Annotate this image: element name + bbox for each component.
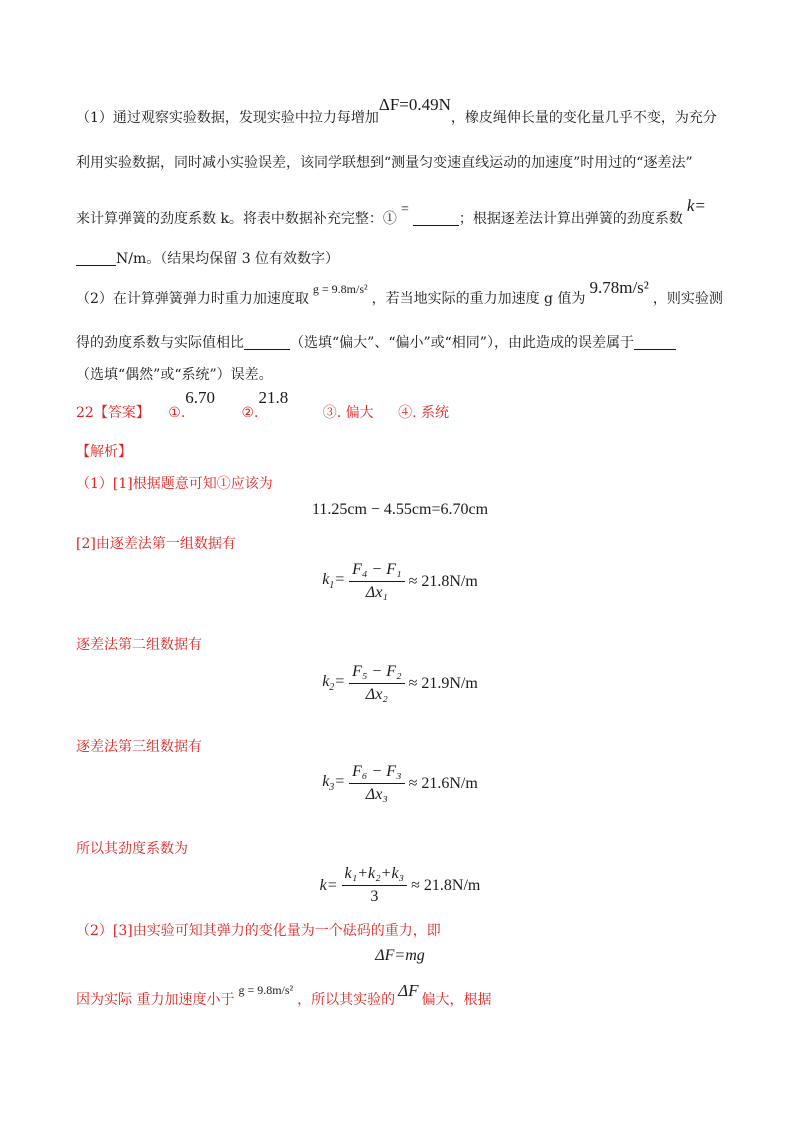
delta-f-value: ΔF=0.49N bbox=[378, 95, 451, 114]
question-2-line-2 bbox=[76, 334, 676, 352]
g-actual: 9.78m/s² bbox=[589, 278, 649, 297]
analysis-heading: 【解析】 bbox=[76, 444, 132, 460]
analysis-p3: 逐差法第二组数据有 bbox=[76, 637, 202, 653]
p7-suffix: 偏大，根据 bbox=[421, 992, 492, 1008]
q1-prefix: （1）通过观察实验数据，发现实验中拉力每增加 bbox=[76, 110, 379, 126]
k1-numerator: F₄ − F₁ bbox=[349, 560, 404, 582]
k-denominator: 3 bbox=[370, 888, 379, 905]
formula-k: k= $\frac{\text{k₁+k₂+k₃}}{3}$ ≈ 21.8N/m bbox=[319, 865, 481, 905]
q1-line3b: ；根据逐差法计算出弹簧的劲度系数 bbox=[458, 211, 683, 227]
k-numerator: k₁+k₂+k₃ bbox=[342, 864, 408, 886]
g-taken: g = 9.8m/s² bbox=[312, 282, 368, 296]
analysis-eq6: ΔF=mg bbox=[375, 947, 425, 964]
analysis-p4: 逐差法第三组数据有 bbox=[76, 739, 202, 755]
k2-denominator: Δx₂ bbox=[365, 686, 388, 703]
question-1-line-2: 利用实验数据，同时减小实验误差，该同学联想到“测量匀变速直线运动的加速度”时用过的“逐差法” bbox=[76, 155, 693, 171]
blank-3 bbox=[244, 335, 290, 350]
k2-numerator: F₅ − F₂ bbox=[349, 662, 404, 684]
answer-line bbox=[76, 388, 449, 422]
answer-1-label: ①. bbox=[168, 405, 186, 421]
equals-sign: = bbox=[400, 202, 409, 217]
k1-denominator: Δx₁ bbox=[365, 584, 388, 601]
analysis-eq1: 11.25cm − 4.55cm=6.70cm bbox=[311, 501, 489, 518]
analysis-p1: （1）[1]根据题意可知①应该为 bbox=[76, 476, 273, 492]
blank-4 bbox=[634, 335, 676, 350]
question-1-line-4 bbox=[76, 250, 339, 268]
q2-prefix: （2）在计算弹簧弹力时重力加速度取 bbox=[76, 291, 309, 307]
formula-k1: $k_1=$ $\frac{\text{F₄ − F₁}}{\text{Δx₁}}$ ≈ 21.8N/m bbox=[322, 561, 478, 601]
k3-result: ≈ 21.6N/m bbox=[408, 774, 478, 792]
q1-suffix: ，橡皮绳伸长量的变化量几乎不变，为充分 bbox=[450, 110, 717, 126]
analysis-p6: （2）[3]由实验可知其弹力的变化量为一个砝码的重力，即 bbox=[76, 923, 441, 939]
formula-k3: $k_3=$ $\frac{\text{F₆ − F₃}}{\text{Δx₃}}$ ≈ 21.6N/m bbox=[322, 763, 478, 803]
q2-line2b: （选填“偏大”、“偏小”或“相同”），由此造成的误差属于 bbox=[290, 335, 634, 351]
answer-3: ③. 偏大 bbox=[322, 405, 374, 421]
p7-g-value: g = 9.8m/s² bbox=[238, 983, 294, 997]
p7-delta-f: ΔF bbox=[398, 981, 419, 1000]
k2-result: ≈ 21.9N/m bbox=[408, 674, 478, 692]
q1-line4: N/m。（结果均保留 3 位有效数字） bbox=[116, 251, 340, 267]
q2-suffix: ，则实验测 bbox=[652, 291, 723, 307]
q2-line2: 得的劲度系数与实际值相比 bbox=[76, 335, 244, 351]
blank-1 bbox=[413, 211, 459, 226]
question-1-line-3 bbox=[76, 196, 706, 229]
answer-1-value: 6.70 bbox=[185, 388, 216, 407]
analysis-p7 bbox=[76, 981, 492, 1009]
k-result: ≈ 21.8N/m bbox=[411, 876, 481, 894]
k3-denominator: Δx₃ bbox=[365, 786, 388, 803]
p7-prefix: 因为实际 重力加速度小于 bbox=[76, 992, 235, 1008]
q1-line3a: 来计算弹簧的劲度系数 k。将表中数据补充完整：① bbox=[76, 211, 397, 227]
question-1-line-1 bbox=[76, 95, 717, 127]
blank-2 bbox=[76, 251, 116, 266]
answer-4: ④. 系统 bbox=[398, 405, 449, 421]
question-2-line-3: （选填“偶然”或“系统”）误差。 bbox=[76, 367, 273, 383]
analysis-p5: 所以其劲度系数为 bbox=[76, 841, 188, 857]
answer-2-value: 21.8 bbox=[258, 388, 289, 407]
question-2-line-1 bbox=[76, 278, 723, 308]
q2-mid: ，若当地实际的重力加速度 g 值为 bbox=[371, 291, 586, 307]
k3-numerator: F₆ − F₃ bbox=[349, 762, 404, 784]
answer-label: 22【答案】 bbox=[76, 405, 150, 421]
answer-2-label: ②. bbox=[241, 405, 259, 421]
p7-mid: ，所以其实验的 bbox=[297, 992, 396, 1008]
analysis-p2: [2]由逐差法第一组数据有 bbox=[76, 536, 236, 552]
k-equals: k= bbox=[686, 196, 706, 215]
k1-result: ≈ 21.8N/m bbox=[408, 572, 478, 590]
formula-k2: $k_2=$ $\frac{\text{F₅ − F₂}}{\text{Δx₂}}$ ≈ 21.9N/m bbox=[322, 663, 478, 703]
